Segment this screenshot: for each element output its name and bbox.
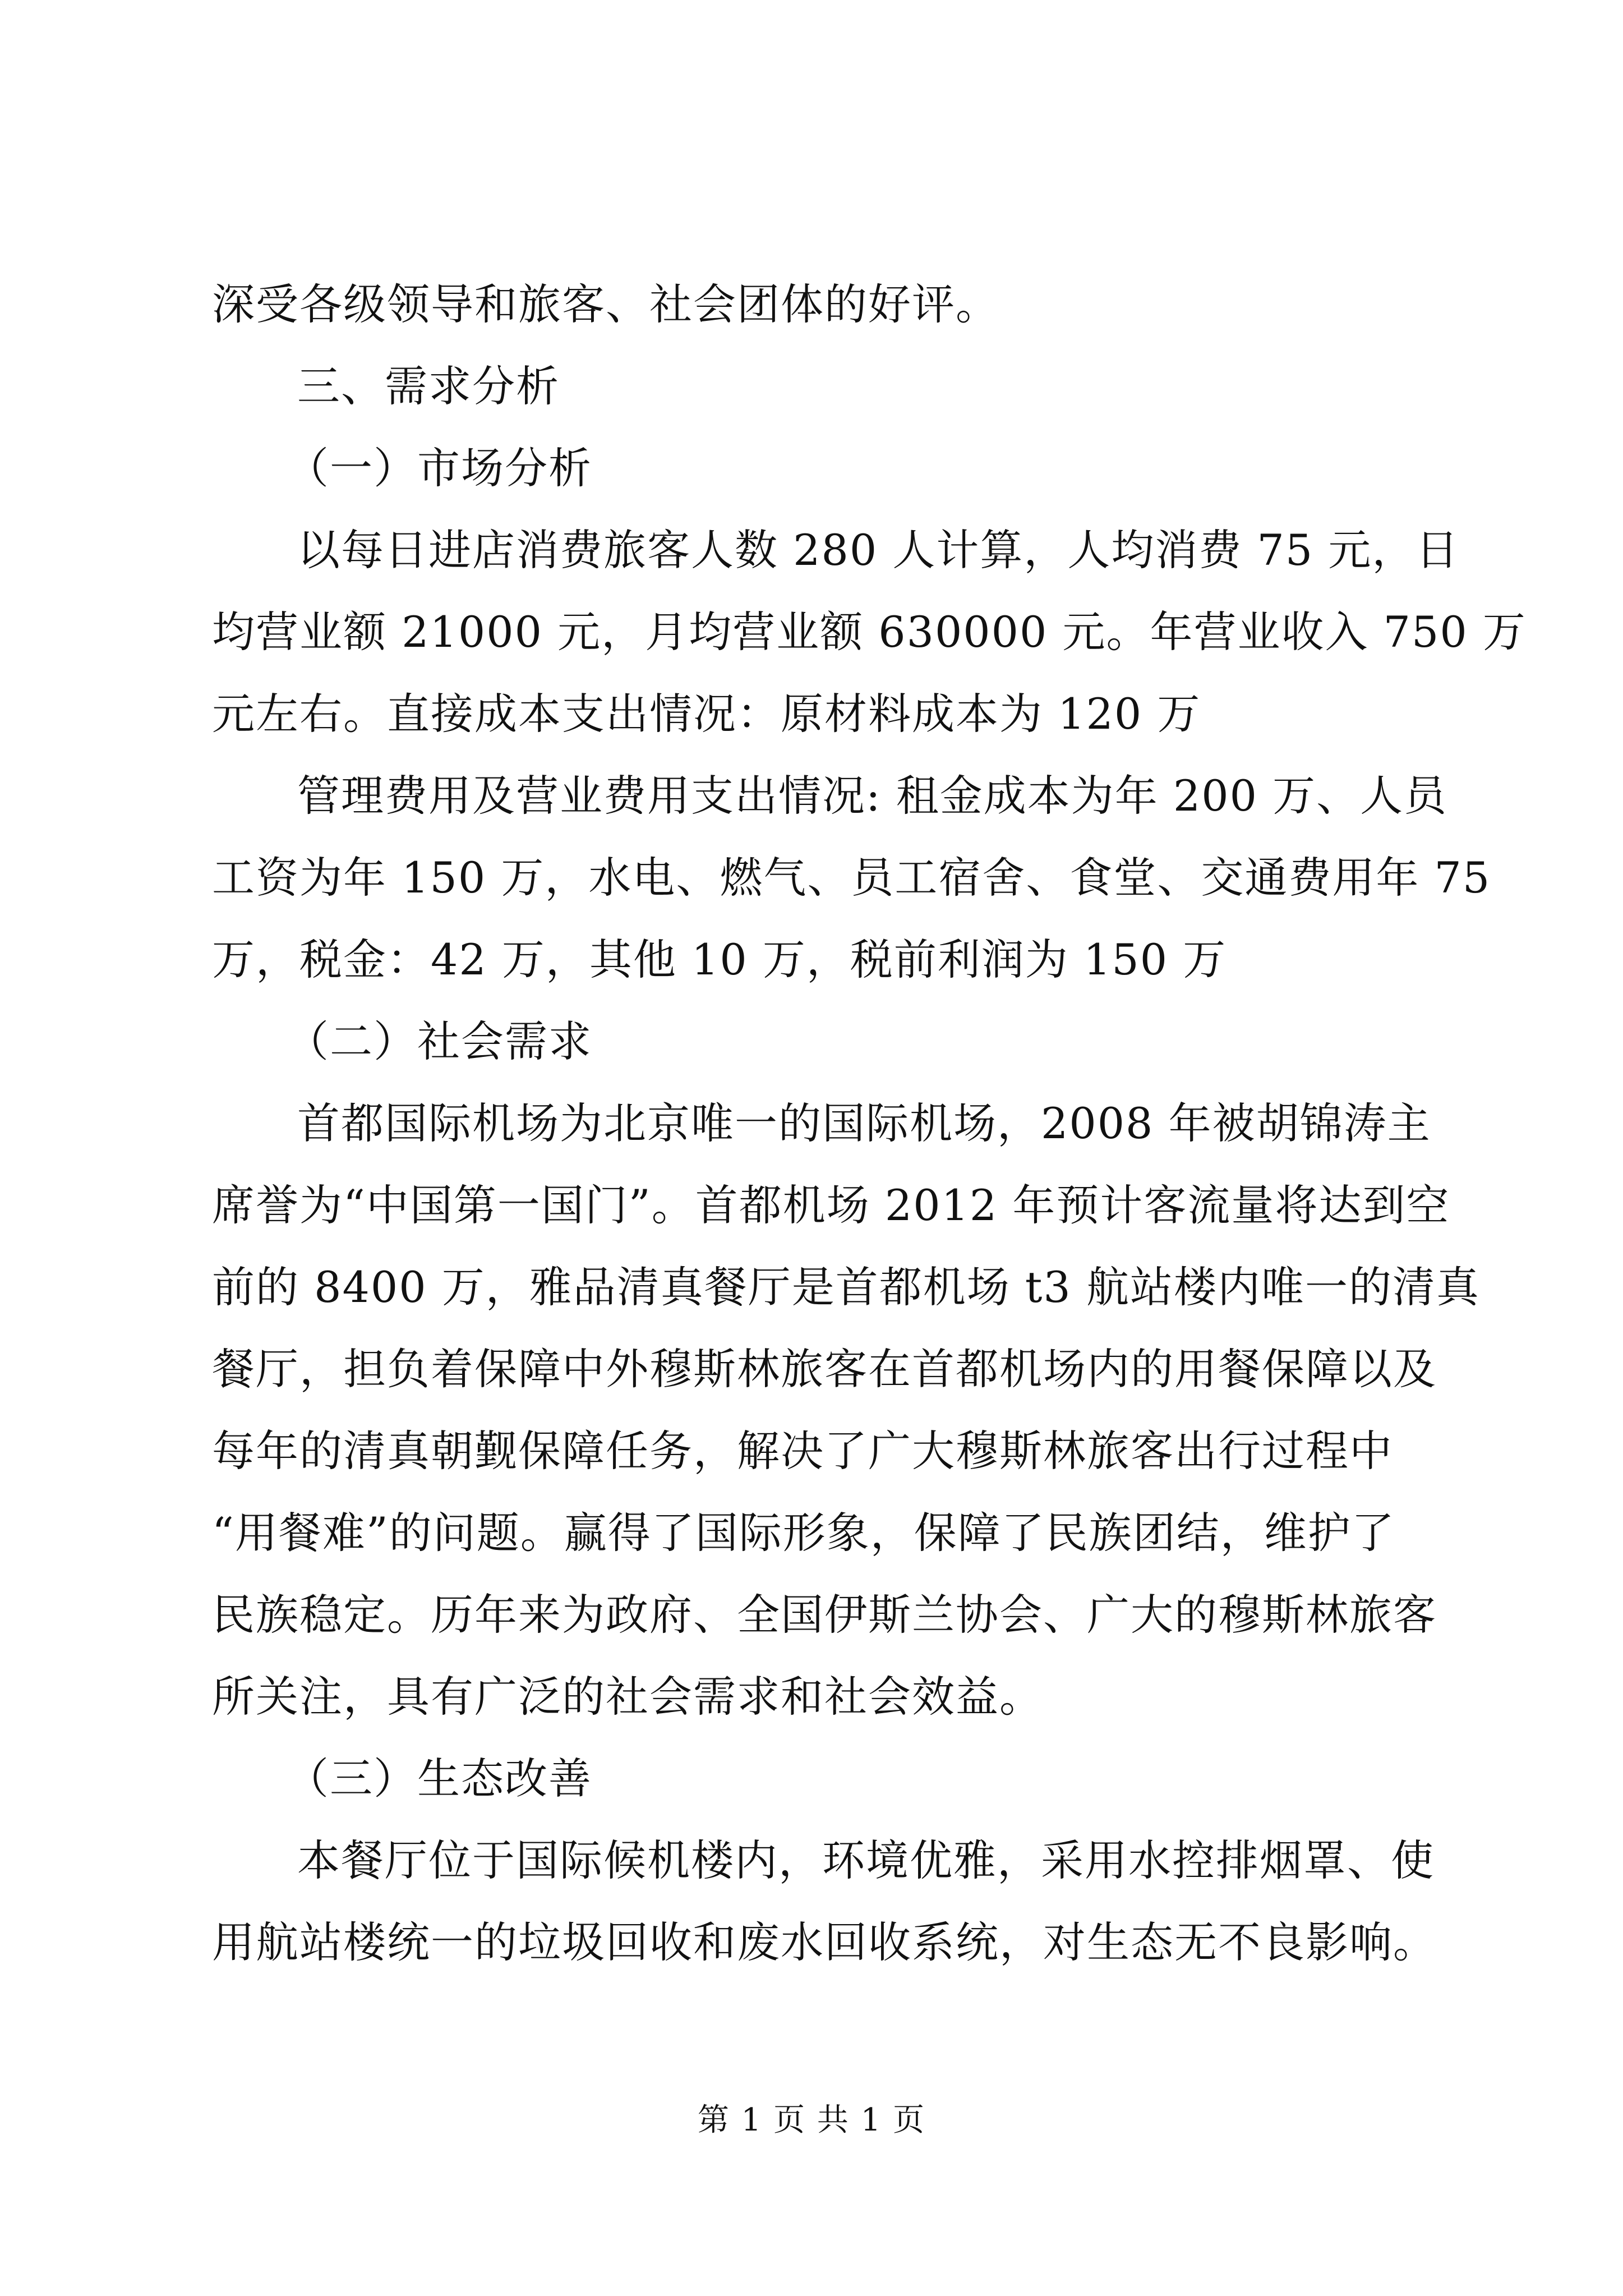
body-line: 管理费用及营业费用支出情况: 租金成本为年 200 万、人员 xyxy=(297,771,1448,821)
body-line: 餐厅，担负着保障中外穆斯林旅客在首都机场内的用餐保障以及 xyxy=(212,1344,1437,1394)
body-line: 以每日进店消费旅客人数 280 人计算，人均消费 75 元，日 xyxy=(297,525,1460,575)
body-line: 用航站楼统一的垃圾回收和废水回收系统，对生态无不良影响。 xyxy=(212,1917,1437,1967)
body-line: 首都国际机场为北京唯一的国际机场，2008 年被胡锦涛主 xyxy=(297,1098,1431,1148)
body-line: “用餐难”的问题。赢得了国际形象，保障了民族团结，维护了 xyxy=(212,1508,1395,1558)
subsection-heading: （二）社会需求 xyxy=(286,1016,592,1066)
page-footer xyxy=(0,2098,1623,2143)
subsection-heading: （三）生态改善 xyxy=(286,1754,592,1803)
body-line: 万，税金：42 万，其他 10 万，税前利润为 150 万 xyxy=(212,935,1227,984)
section-heading: 三、需求分析 xyxy=(297,361,560,411)
body-line: 前的 8400 万，雅品清真餐厅是首都机场 t3 航站楼内唯一的清真 xyxy=(212,1262,1480,1312)
body-line: 深受各级领导和旅客、社会团体的好评。 xyxy=(212,279,999,329)
document-body xyxy=(212,264,1527,1984)
body-line: 工资为年 150 万，水电、燃气、员工宿舍、食堂、交通费用年 75 xyxy=(212,853,1491,903)
body-line: 本餐厅位于国际候机楼内，环境优雅，采用水控排烟罩、使 xyxy=(297,1835,1435,1885)
body-line: 每年的清真朝觐保障任务，解决了广大穆斯林旅客出行过程中 xyxy=(212,1426,1393,1476)
body-line: 所关注，具有广泛的社会需求和社会效益。 xyxy=(212,1672,1043,1722)
body-line: 席誉为“中国第一国门”。首都机场 2012 年预计客流量将达到空 xyxy=(212,1180,1450,1230)
subsection-heading: （一）市场分析 xyxy=(286,443,592,493)
page-number-label: 第 1 页 共 1 页 xyxy=(697,2102,926,2138)
body-line: 元左右。直接成本支出情况：原材料成本为 120 万 xyxy=(212,689,1201,739)
body-line: 均营业额 21000 元，月均营业额 630000 元。年营业收入 750 万 xyxy=(212,607,1527,657)
body-line: 民族稳定。历年来为政府、全国伊斯兰协会、广大的穆斯林旅客 xyxy=(212,1590,1437,1640)
